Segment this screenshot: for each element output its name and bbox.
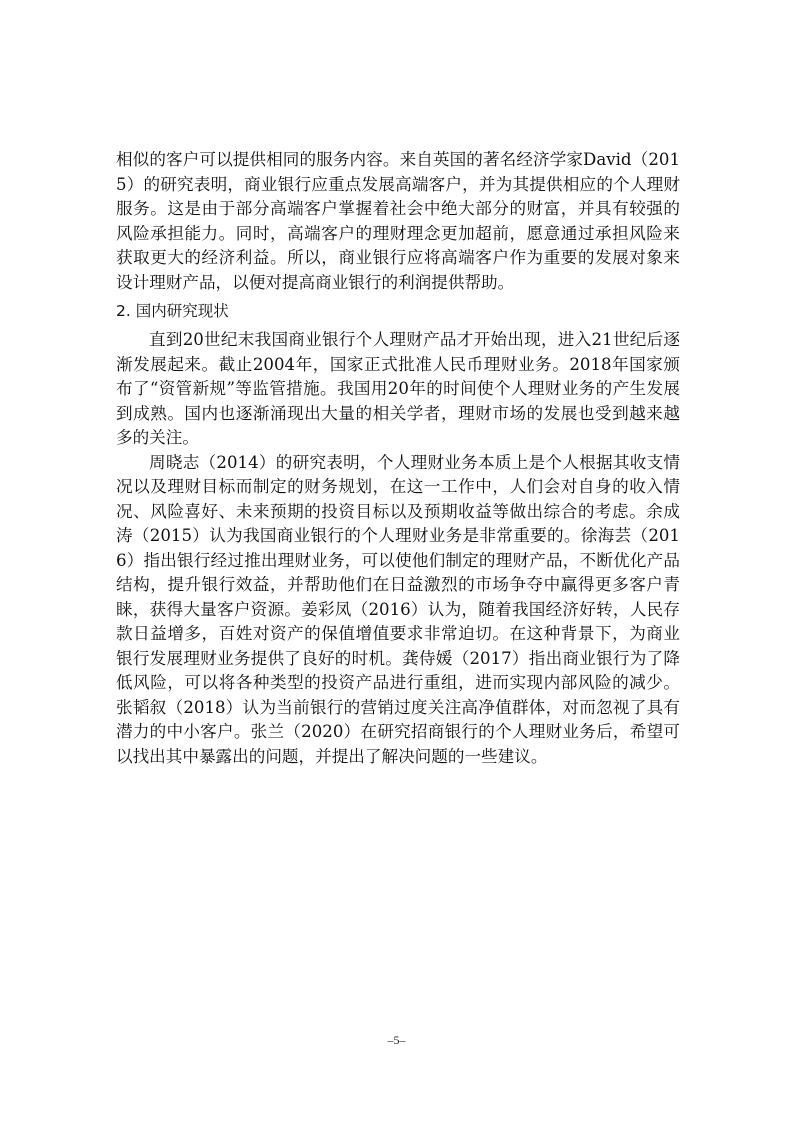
paragraph-1: 直到20世纪末我国商业银行个人理财产品才开始出现，进入21世纪后逐渐发展起来。截止2004年，国家正式批准人民币理财业务。2018年国家颁布了“资管新规”等监管措施。我国用20年的时间使个人理财业务的产生发展到成熟。国内也逐渐涌现出大量的相关学者，理财市场的发展也受到越来越多的关注。: [116, 330, 680, 447]
intro-paragraph: 相似的客户可以提供相同的服务内容。来自英国的著名经济学家David（2015）的研究表明，商业银行应重点发展高端客户，并为其提供相应的个人理财服务。这是由于部分高端客户掌握着社会中绝大部分的财富，并具有较强的风险承担能力。同时，高端客户的理财理念更加超前，愿意通过承担风险来获取更大的经济利益。所以，商业银行应将高端客户作为重要的发展对象来设计理财产品，以便对提高商业银行的利润提供帮助。: [116, 150, 680, 292]
section-heading: 2. 国内研究现状: [116, 302, 229, 320]
paragraph-2: 周晓志（2014）的研究表明，个人理财业务本质上是个人根据其收支情况以及理财目标而制定的财务规划，在这一工作中，人们会对自身的收入情况、风险喜好、未来预期的投资目标以及预期收益等做出综合的考虑。余成涛（2015）认为我国商业银行的个人理财业务是非常重要的。徐海芸（2016）指出银行经过推出理财业务，可以使他们制定的理财产品，不断优化产品结构，提升银行效益，并帮助他们在日益激烈的市场争夺中赢得更多客户青睐，获得大量客户资源。姜彩凤（2016）认为，随着我国经济好转，人民存款日益增多，百姓对资产的保值增值要求非常迫切。在这种背景下，为商业银行发展理财业务提供了良好的时机。龚侍媛（2017）指出商业银行为了降低风险，可以将各种类型的投资产品进行重组，进而实现内部风险的减少。张韬叙（2018）认为当前银行的营销过度关注高净值群体，对而忽视了具有潜力的中小客户。张兰（2020）在研究招商银行的个人理财业务后，希望可以找出其中暴露出的问题，并提出了解决问题的一些建议。: [116, 452, 680, 766]
page-number: –5–: [387, 1033, 406, 1047]
body-text: [116, 148, 680, 769]
